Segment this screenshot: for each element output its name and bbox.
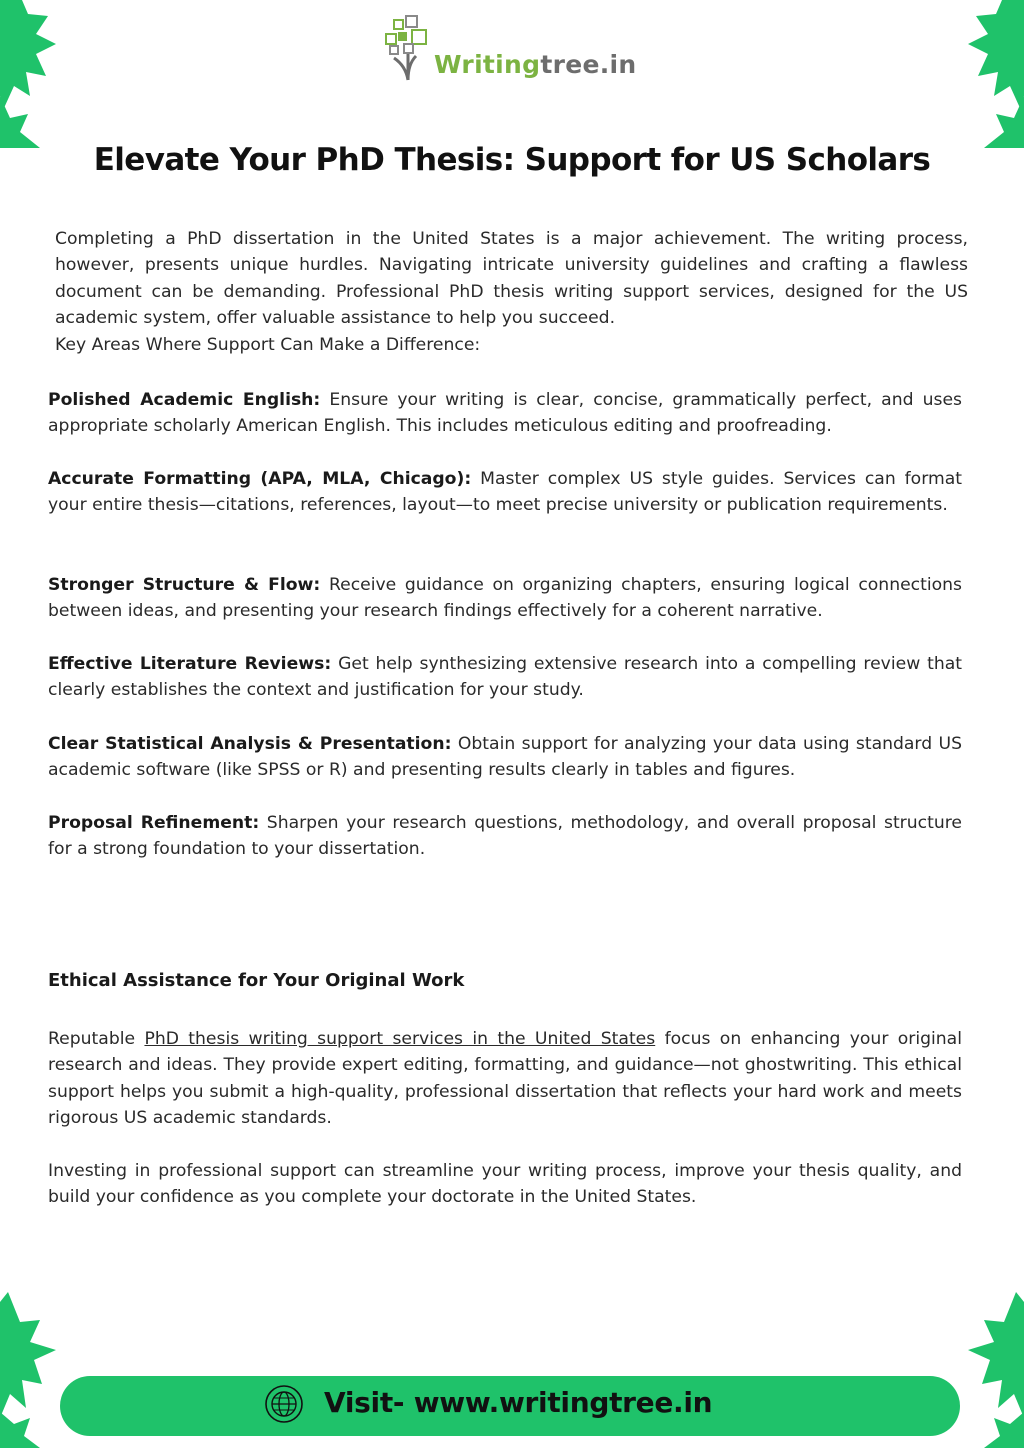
intro-paragraph: Completing a PhD dissertation in the United States is a major achievement. The writing process, however, presents unique hurdles. Navigating intricate university guidelines and crafting a flawless document can be demanding. Professional PhD thesis writing support services, designed for the US academic system, offer valuable assistance to help you succeed. <box>55 229 968 329</box>
area-text: Obtain support for analyzing your data using standard US academic software (like SPSS or R) and presenting results clearly in tables and figures. <box>48 734 962 781</box>
area-heading: Clear Statistical Analysis & Presentation: <box>48 734 452 754</box>
brand-logo <box>384 14 654 90</box>
logo-wordmark-part1: Writing <box>434 50 541 79</box>
area-heading: Proposal Refinement: <box>48 813 260 833</box>
visit-website-link[interactable]: Visit- www.writingtree.in <box>324 1386 713 1419</box>
intro-areas-lead: Key Areas Where Support Can Make a Difference: <box>55 334 481 355</box>
corner-star-bottom-left <box>0 1292 70 1448</box>
corner-star-bottom-right <box>954 1292 1024 1448</box>
area-item <box>48 572 962 625</box>
ethical-heading: Ethical Assistance for Your Original Work <box>48 970 465 991</box>
logo-wordmark <box>434 50 637 79</box>
area-item <box>48 731 962 784</box>
area-heading: Effective Literature Reviews: <box>48 654 332 674</box>
area-heading: Polished Academic English: <box>48 390 321 410</box>
ethical-rest: focus on enhancing your original research and ideas. They provide expert editing, formatting, and guidance—not ghostwriting. This ethical support helps you submit a high-quality, professional dissertation that reflects your hard work and meets rigorous US academic standards. <box>48 1029 962 1129</box>
corner-star-top-right <box>954 0 1024 150</box>
ethical-lead: Reputable <box>48 1029 136 1049</box>
area-text: Master complex US style guides. Services can format your entire thesis—citations, references, layout—to meet precise university or publication requirements. <box>48 469 962 516</box>
area-item <box>48 651 962 704</box>
ethical-paragraph <box>48 1026 962 1132</box>
intro-section <box>55 226 968 358</box>
services-link[interactable]: PhD thesis writing support services in the United States <box>144 1029 656 1049</box>
logo-wordmark-part2: tree.in <box>540 50 637 79</box>
page-title: Elevate Your PhD Thesis: Support for US Scholars <box>93 142 931 178</box>
area-text: Receive guidance on organizing chapters, ensuring logical connections between ideas, and presenting your research findings effectively for a coherent narrative. <box>48 575 962 622</box>
area-item <box>48 466 962 519</box>
globe-icon <box>264 1384 304 1424</box>
corner-star-top-left <box>0 0 70 150</box>
tree-logo-icon <box>384 14 436 84</box>
area-heading: Stronger Structure & Flow: <box>48 575 321 595</box>
area-item <box>48 387 962 440</box>
closing-paragraph: Investing in professional support can streamline your writing process, improve your thesis quality, and build your confidence as you complete your doctorate in the United States. <box>48 1161 962 1208</box>
area-text: Sharpen your research questions, methodology, and overall proposal structure for a strong foundation to your dissertation. <box>48 813 962 860</box>
area-item <box>48 810 962 863</box>
area-text: Ensure your writing is clear, concise, grammatically perfect, and uses appropriate scholarly American English. This includes meticulous editing and proofreading. <box>48 390 962 437</box>
area-text: Get help synthesizing extensive research into a compelling review that clearly establishes the context and justification for your study. <box>48 654 962 701</box>
area-heading: Accurate Formatting (APA, MLA, Chicago): <box>48 469 472 489</box>
